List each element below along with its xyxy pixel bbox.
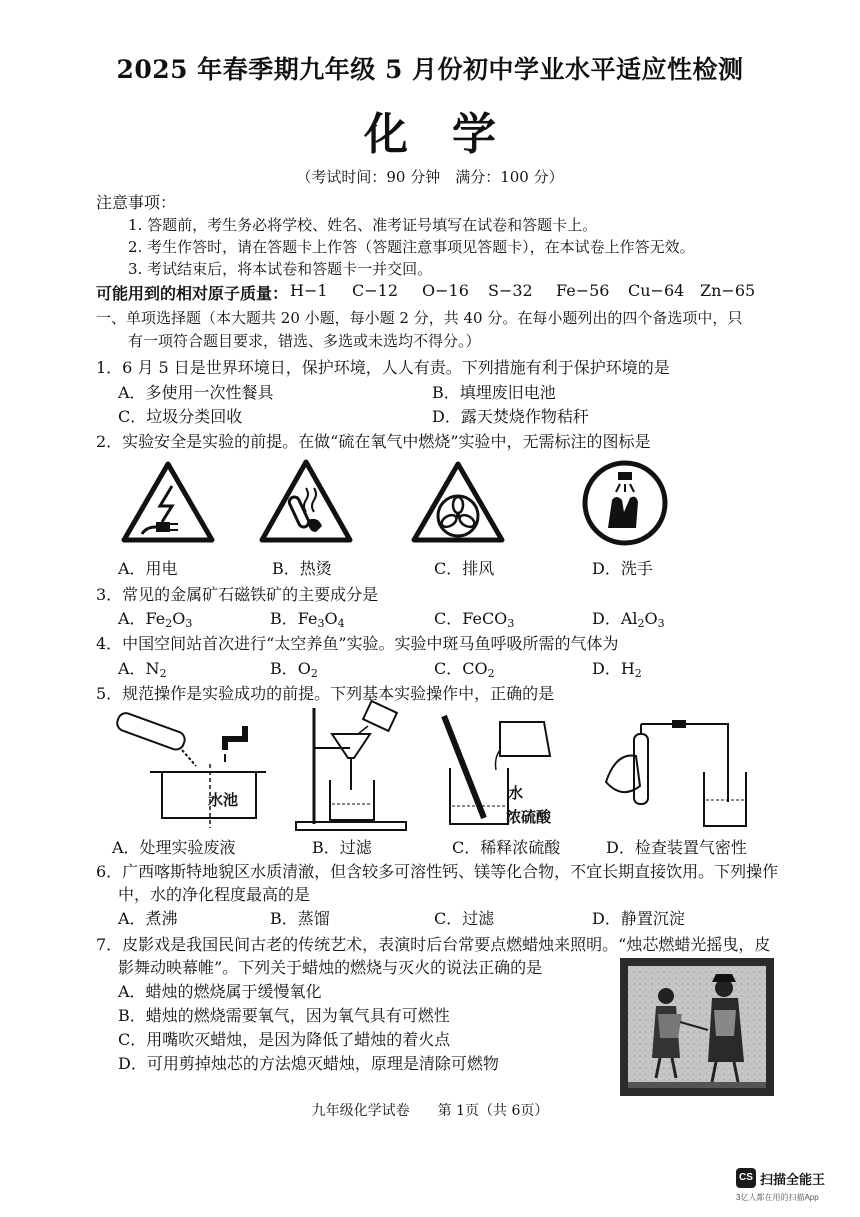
scanner-watermark	[736, 1168, 846, 1208]
q4-option-b: B．$O_2$	[270, 659, 318, 680]
acid-label: 浓硫酸	[506, 808, 552, 826]
q5-option-c: C．稀释浓硫酸	[452, 838, 561, 857]
q2-option-c: C．排风	[434, 559, 495, 578]
q2-option-d: D．洗手	[592, 559, 653, 578]
q5-option-a: A．处理实验废液	[112, 838, 236, 857]
q4-option-a: A．$N_2$	[118, 659, 167, 680]
q3-option-a: A．$Fe_2O_3$	[118, 609, 193, 630]
q6-stem: 6．广西喀斯特地貌区水质清澈，但含较多可溶性钙、镁等化合物，不宜长期直接饮用。下列操作	[96, 862, 779, 881]
airtightness-check-diagram	[600, 716, 750, 832]
note-item: 1. 答题前，考生务必将学校、姓名、准考证号填写在试卷和答题卡上。	[128, 216, 598, 234]
q7-option-d: D．可用剪掉烛芯的方法熄灭蜡烛，原理是清除可燃物	[118, 1054, 499, 1073]
q2-stem: 2．实验安全是实验的前提。在做“硫在氧气中燃烧”实验中，无需标注的图标是	[96, 432, 651, 451]
exam-info: （考试时间：90 分钟 满分：100 分）	[296, 168, 564, 186]
watermark-tagline: 3亿人都在用的扫描App	[736, 1193, 819, 1202]
note-item: 2. 考生作答时，请在答题卡上作答（答题注意事项见答题卡），在本试卷上作答无效。	[128, 238, 695, 256]
exam-title: 2025 年春季期九年级 5 月份初中学业水平适应性检测	[116, 55, 744, 84]
page-footer: 九年级化学试卷 第 1页（共 6页）	[311, 1103, 549, 1119]
atomic-mass-fe: Fe−56	[556, 281, 610, 300]
water-label: 水	[508, 784, 524, 802]
q3-option-b: B．$Fe_3O_4$	[270, 609, 345, 630]
q6-stem-cont: 中，水的净化程度最高的是	[118, 885, 311, 904]
q1-option-c: C．垃圾分类回收	[118, 407, 243, 426]
note-item: 3. 考试结束后，将本试卷和答题卡一并交回。	[128, 260, 433, 278]
atomic-mass-o: O−16	[422, 281, 469, 300]
atomic-mass-h: H−1	[290, 281, 328, 300]
q5-option-d: D．检查装置气密性	[606, 838, 747, 857]
q4-option-d: D．$H_2$	[592, 659, 642, 680]
q6-option-a: A．煮沸	[118, 909, 178, 928]
q3-option-c: C．FeCO$_3$	[434, 609, 515, 630]
atomic-mass-s: S−32	[488, 281, 533, 300]
cs-logo-icon: CS	[736, 1168, 756, 1188]
q3-stem: 3．常见的金属矿石磁铁矿的主要成分是	[96, 585, 379, 604]
q6-option-d: D．静置沉淀	[592, 909, 685, 928]
q7-option-b: B．蜡烛的燃烧需要氧气，因为氧气具有可燃性	[118, 1006, 450, 1025]
atomic-mass-cu: Cu−64	[628, 281, 685, 300]
watermark-name: 扫描全能王	[760, 1172, 826, 1187]
filtration-diagram	[290, 700, 420, 832]
atomic-mass-c: C−12	[352, 281, 399, 300]
wash-hands-icon	[580, 458, 670, 548]
shadow-puppet-photo	[620, 958, 774, 1096]
subject-title: 化学	[364, 109, 540, 160]
electricity-icon	[120, 460, 216, 544]
q1-option-d: D．露天焚烧作物秸秆	[432, 407, 589, 426]
sink-label: 水池	[208, 791, 239, 809]
notes-heading: 注意事项：	[96, 193, 177, 212]
q3-option-d: D．$Al_2O_3$	[592, 609, 665, 630]
section1-instructions-cont: 有一项符合题目要求，错选、多选或未选均不得分。）	[128, 332, 481, 350]
ventilation-icon	[410, 460, 506, 544]
q7-stem: 7．皮影戏是我国民间古老的传统艺术，表演时后台常要点燃蜡烛来照明。“烛芯燃蜡光摇曳，皮	[96, 935, 771, 954]
q1-option-a: A．多使用一次性餐具	[118, 383, 274, 402]
q6-option-b: B．蒸馏	[270, 909, 330, 928]
q2-option-b: B．热烫	[272, 559, 332, 578]
q2-option-a: A．用电	[118, 559, 178, 578]
q5-stem: 5．规范操作是实验成功的前提。下列基本实验操作中，正确的是	[96, 684, 555, 703]
atomic-mass-label: 可能用到的相对原子质量：	[96, 284, 289, 303]
section1-instructions: 一、单项选择题（本大题共 20 小题，每小题 2 分，共 40 分。在每小题列出的四个备选项中，只	[96, 309, 743, 327]
q7-option-c: C．用嘴吹灭蜡烛，是因为降低了蜡烛的着火点	[118, 1030, 451, 1049]
q1-stem: 1．6 月 5 日是世界环境日，保护环境，人人有责。下列措施有利于保护环境的是	[96, 358, 670, 377]
waste-disposal-diagram	[110, 708, 270, 832]
q7-option-a: A．蜡烛的燃烧属于缓慢氧化	[118, 982, 322, 1001]
q1-option-b: B．填埋废旧电池	[432, 383, 556, 402]
q6-option-c: C．过滤	[434, 909, 495, 928]
q4-option-c: C．$CO_2$	[434, 659, 495, 680]
q7-stem-cont: 影舞动映幕帷”。下列关于蜡烛的燃烧与灭火的说法正确的是	[118, 958, 543, 977]
hot-icon	[258, 458, 354, 544]
q5-option-b: B．过滤	[312, 838, 372, 857]
q4-stem: 4．中国空间站首次进行“太空养鱼”实验。实验中斑马鱼呼吸所需的气体为	[96, 634, 619, 653]
atomic-mass-zn: Zn−65	[700, 281, 756, 300]
